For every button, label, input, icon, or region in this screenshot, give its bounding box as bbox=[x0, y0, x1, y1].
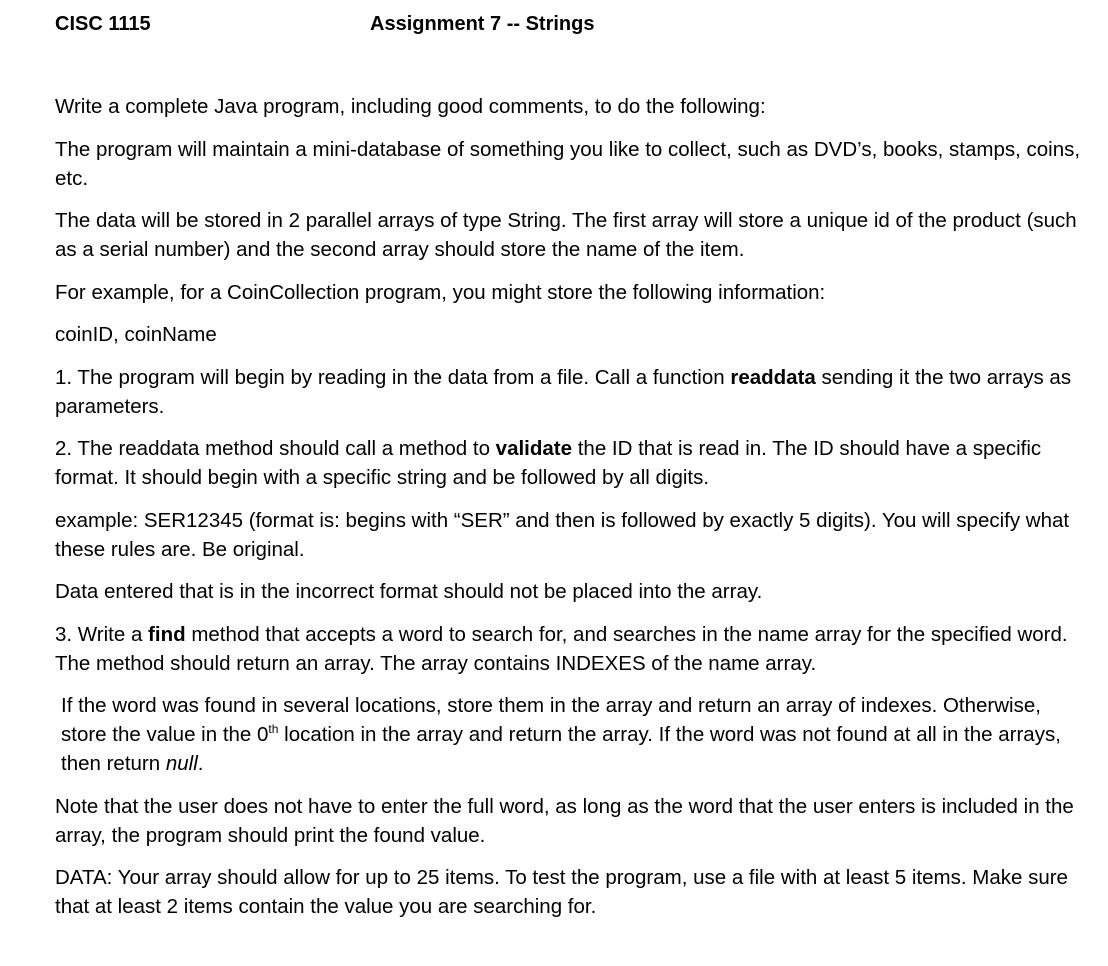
course-code: CISC 1115 bbox=[55, 13, 151, 35]
step-1-text-before: 1. The program will begin by reading in the data from a file. Call a function bbox=[55, 365, 731, 389]
step-3-text-before: 3. Write a bbox=[55, 622, 149, 646]
document-body bbox=[55, 92, 1085, 935]
data-requirements-paragraph: DATA: Your array should allow for up to 25 items. To test the program, use a file with at least 5 items. Make sure that at least 2 items contain the value you are searching for. bbox=[55, 866, 1068, 918]
assignment-title: Assignment 7 -- Strings bbox=[370, 13, 595, 35]
step-3-paragraph bbox=[55, 620, 1085, 678]
example-fields-paragraph: coinID, coinName bbox=[55, 323, 217, 346]
ordinal-superscript: th bbox=[268, 722, 279, 737]
found-locations-paragraph bbox=[55, 691, 1085, 778]
null-italic: null bbox=[165, 752, 198, 775]
step-1-paragraph bbox=[55, 363, 1085, 421]
step-1-bold-term: readdata bbox=[730, 365, 816, 389]
example-intro-paragraph: For example, for a CoinCollection program, you might store the following information: bbox=[55, 280, 826, 304]
step-2-text-after: the ID that is read in. The ID should have a specific format. It should begin with a specific string and be followed by all digits. bbox=[55, 437, 1042, 489]
intro-paragraph: Write a complete Java program, including good comments, to do the following: bbox=[55, 95, 766, 118]
step-3-text-after: method that accepts a word to search for, and searches in the name array for the specified word. The method should return an array. The array contains INDEXES of the name array. bbox=[55, 622, 1068, 675]
data-storage-paragraph: The data will be stored in 2 parallel arrays of type String. The first array will store a unique id of the product (such as a serial number) and the second array should store the name of the item. bbox=[55, 209, 1077, 261]
step-2-bold-term: validate bbox=[495, 437, 573, 460]
found-text-part1: If the word was found in several locations, store them in the array and return an array of indexes. Otherwise, store the value in the 0 bbox=[61, 694, 1041, 746]
step-2-paragraph bbox=[55, 434, 1085, 492]
format-example-paragraph: example: SER12345 (format is: begins with “SER” and then is followed by exactly 5 digits). You will specify what these rules are. Be original. bbox=[55, 508, 1070, 561]
step-3-bold-term: find bbox=[148, 622, 186, 646]
step-1-text-after: sending it the two arrays as parameters. bbox=[55, 365, 1072, 418]
document-header bbox=[55, 10, 1055, 38]
partial-word-note-paragraph: Note that the user does not have to enter the full word, as long as the word that the user enters is included in the array, the program should print the found value. bbox=[55, 794, 1074, 847]
step-2-text-before: 2. The readdata method should call a method to bbox=[55, 437, 496, 460]
program-description-paragraph: The program will maintain a mini-database of something you like to collect, such as DVD’s, books, stamps, coins, etc. bbox=[55, 137, 1081, 190]
found-text-part3: . bbox=[197, 752, 204, 775]
incorrect-format-paragraph: Data entered that is in the incorrect format should not be placed into the array. bbox=[55, 580, 763, 603]
found-text-part2: location in the array and return the array. If the word was not found at all in the arrays, then return bbox=[61, 723, 1061, 775]
